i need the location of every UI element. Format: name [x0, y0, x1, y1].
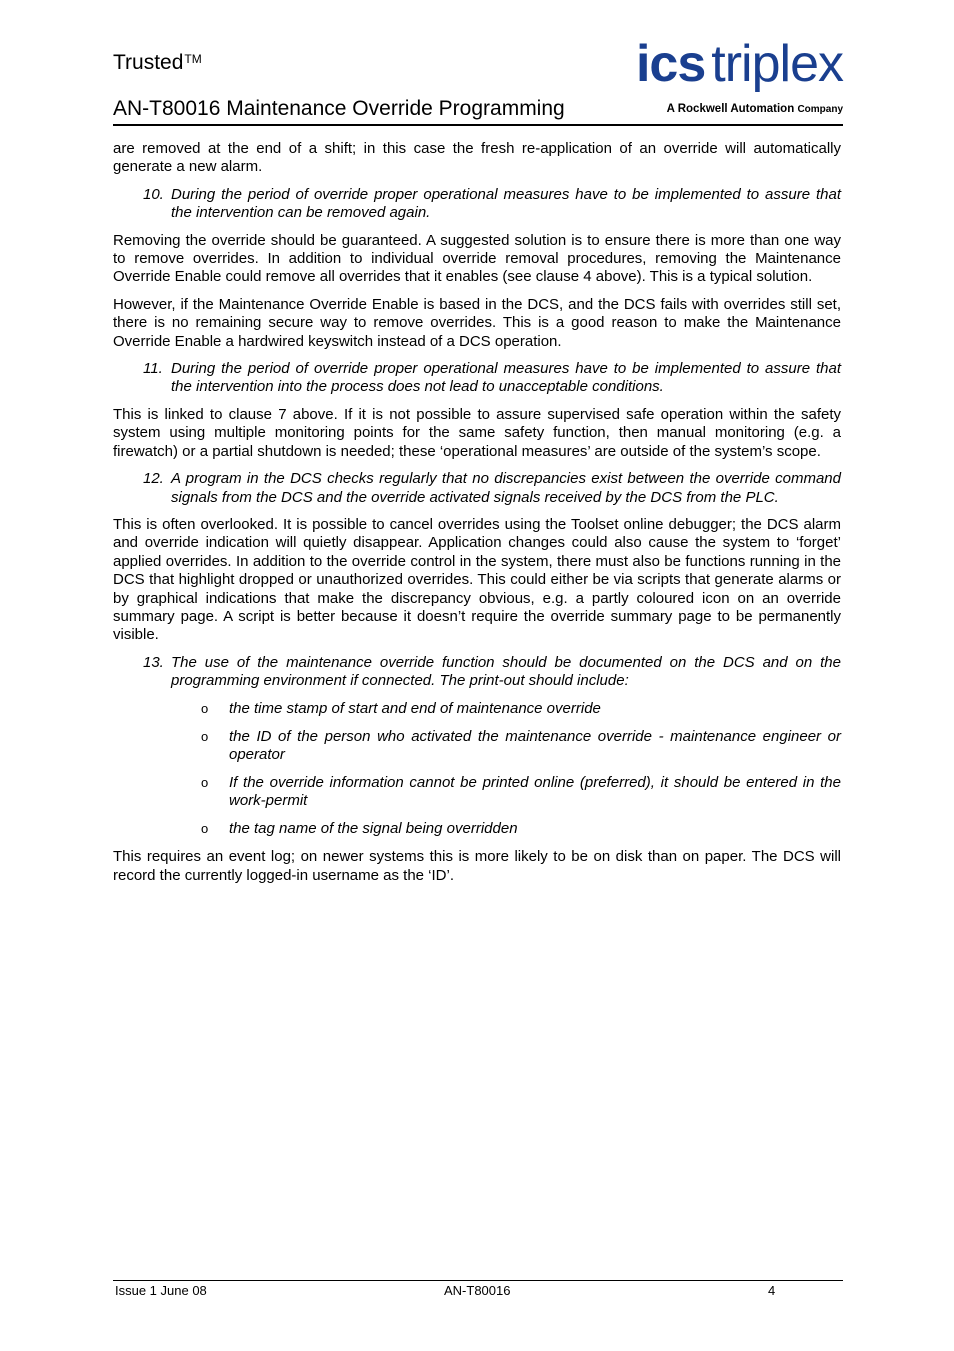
- logo-wordmark: ics triplex: [635, 35, 843, 93]
- list-item: o If the override information cannot be printed online (preferred), it should be entered in the work-permit: [201, 773, 841, 810]
- brand-name: Trusted™: [113, 51, 202, 74]
- page-footer: [113, 1283, 843, 1299]
- trademark-superscript: TM: [184, 52, 202, 66]
- requirement-13: [113, 654, 841, 691]
- company-logo: [603, 35, 843, 122]
- bullet-circle-icon: o: [201, 821, 209, 837]
- requirement-12: [113, 470, 841, 507]
- logo-tagline: A Rockwell Automation Company: [666, 103, 843, 115]
- requirement-number: 11.: [143, 360, 163, 378]
- requirement-number: 13.: [143, 653, 164, 671]
- paragraph-discrepancy-checks: This is often overlooked. It is possible to cancel overrides using the Toolset online debugger; the DCS alarm and override indication will quietly disappear. Application changes could also cause the system to ‘forget’ applied overrides. In addition to the override control in the system, there must also be functions running in the DCS that highlight dropped or unauthorized overrides. This could either be via scripts that generate alarms or by graphical indications that make the discrepancy obvious, e.g. a partly coloured icon on an override summary page. A script is better because it doesn’t require the override summary page to be permanently visible.: [113, 515, 841, 644]
- requirement-text: During the period of override proper operational measures have to be implemented to assure that the intervention can be removed again.: [171, 185, 841, 222]
- paragraph-override-removal: Removing the override should be guaranteed. A suggested solution is to ensure there is more than one way to remove overrides. In addition to individual override removal procedures, removing the Maintenance Override Enable could remove all overrides that it enables (see clause 4 above). This is a typical solution.: [113, 231, 841, 286]
- list-item: o the time stamp of start and end of maintenance override: [201, 699, 601, 717]
- list-item: o the ID of the person who activated the maintenance override - maintenance engineer or operator: [201, 727, 841, 763]
- requirement-text: The use of the maintenance override function should be documented on the DCS and on the programming environment if connected. The print-out should include:: [171, 653, 841, 690]
- paragraph-intro: are removed at the end of a shift; in this case the fresh re-application of an override will automatically generate a new alarm.: [113, 140, 841, 176]
- requirement-text: During the period of override proper operational measures have to be implemented to assure that the intervention into the process does not lead to unacceptable conditions.: [171, 360, 841, 396]
- paragraph-operational-measures: This is linked to clause 7 above. If it is not possible to assure supervised safe operation within the safety system using multiple monitoring points for the same safety function, then manual monitoring (e.g. a firewatch) or a partial shutdown is needed; these ‘operational measures’ are outside of the system’s scope.: [113, 405, 841, 460]
- issue-date: Issue 1 June 08: [115, 1283, 207, 1298]
- bullet-circle-icon: o: [201, 774, 209, 790]
- bullet-circle-icon: o: [201, 700, 209, 716]
- document-title: AN-T80016 Maintenance Override Programming: [113, 97, 565, 120]
- page-number: 4: [768, 1283, 776, 1298]
- document-id: AN-T80016: [444, 1283, 511, 1298]
- document-body: [113, 140, 841, 894]
- bullet-circle-icon: o: [201, 728, 209, 744]
- page-header: [113, 35, 843, 126]
- footer-divider: [113, 1280, 843, 1281]
- requirement-number: 10.: [143, 185, 164, 203]
- requirement-number: 12.: [143, 470, 164, 488]
- requirement-11: [113, 360, 841, 397]
- printout-contents-list: [113, 700, 841, 839]
- paragraph-dcs-failure: However, if the Maintenance Override Enable is based in the DCS, and the DCS fails with overrides still set, there is no remaining secure way to remove overrides. This is a good reason to make the Maintenance Override Enable a hardwired keyswitch instead of a DCS operation.: [113, 295, 841, 350]
- requirement-text: A program in the DCS checks regularly that no discrepancies exist between the override command signals from the DCS and the override activated signals received by the DCS from the PLC.: [171, 470, 841, 506]
- requirement-10: [113, 186, 841, 223]
- paragraph-event-log: This requires an event log; on newer systems this is more likely to be on disk than on paper. The DCS will record the currently logged-in username as the ‘ID’.: [113, 848, 841, 884]
- header-divider: [113, 124, 843, 126]
- list-item: o the tag name of the signal being overridden: [201, 820, 518, 838]
